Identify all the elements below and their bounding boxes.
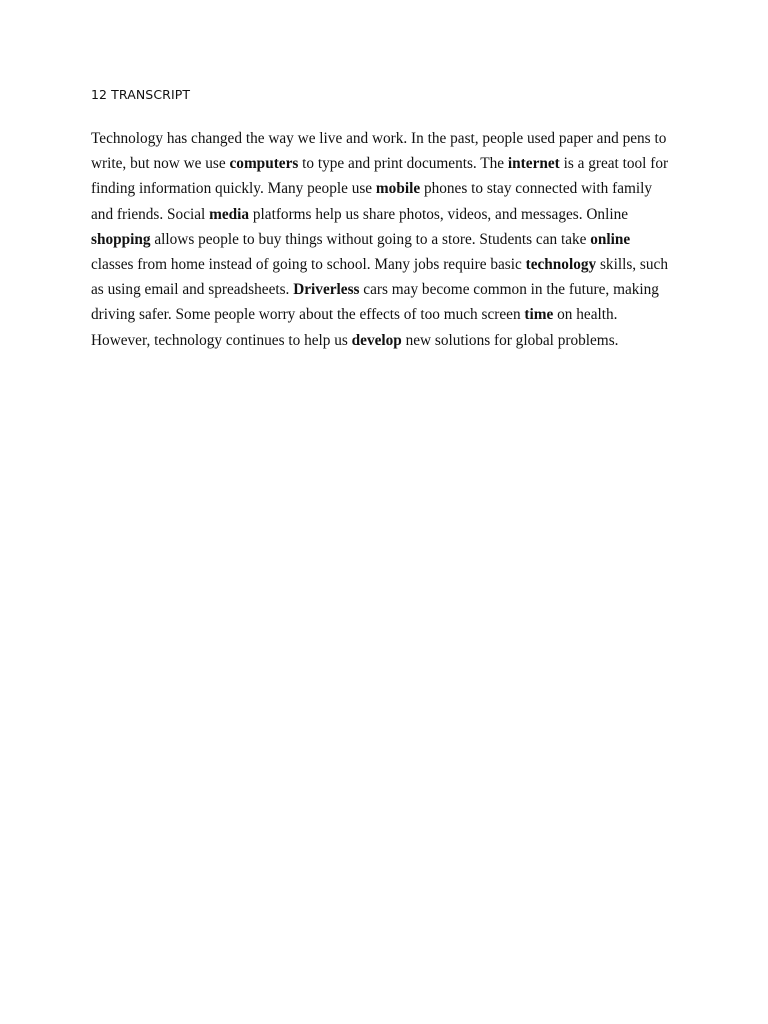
text-run: and friends. Social (91, 205, 210, 223)
keyword-bold: online (590, 230, 631, 248)
keyword-bold: computers (229, 155, 299, 173)
keyword-bold: technology (525, 256, 597, 274)
text-line (91, 328, 691, 353)
keyword-bold: internet (507, 155, 560, 173)
text-run: is a great tool for (559, 155, 669, 173)
text-run: skills, such (596, 256, 668, 274)
text-run: as using email and spreadsheets. (91, 281, 294, 299)
transcript-paragraph (91, 126, 691, 353)
text-line (91, 252, 691, 277)
text-line (91, 227, 691, 252)
text-run: new solutions for global problems. (401, 331, 619, 349)
text-line (91, 302, 691, 327)
text-run: driving safer. Some people worry about the effects of too much screen (91, 306, 525, 324)
text-line (91, 126, 691, 151)
keyword-bold: mobile (375, 180, 421, 198)
text-line (91, 277, 691, 302)
text-run: write, but now we use (91, 155, 230, 173)
keyword-bold: develop (351, 331, 402, 349)
text-run: finding information quickly. Many people use (91, 180, 376, 198)
text-run: However, technology continues to help us (91, 331, 352, 349)
text-run: Technology has changed the way we live and work. In the past, people used paper and pens to (91, 130, 667, 147)
text-run: platforms help us share photos, videos, and messages. Online (249, 205, 629, 223)
text-run: to type and print documents. The (298, 155, 508, 173)
keyword-bold: time (524, 306, 554, 324)
keyword-bold: Driverless (293, 281, 360, 299)
text-run: on health. (553, 306, 618, 324)
text-run: cars may become common in the future, making (359, 281, 659, 299)
text-run: allows people to buy things without going to a store. Students can take (150, 230, 591, 248)
text-line (91, 151, 691, 176)
text-run: phones to stay connected with family (420, 180, 653, 198)
text-run: classes from home instead of going to school. Many jobs require basic (91, 256, 526, 274)
keyword-bold: shopping (91, 230, 151, 248)
keyword-bold: media (209, 205, 250, 223)
text-line (91, 176, 691, 201)
transcript-heading: 12 TRANSCRIPT (91, 87, 191, 102)
text-line (91, 202, 691, 227)
